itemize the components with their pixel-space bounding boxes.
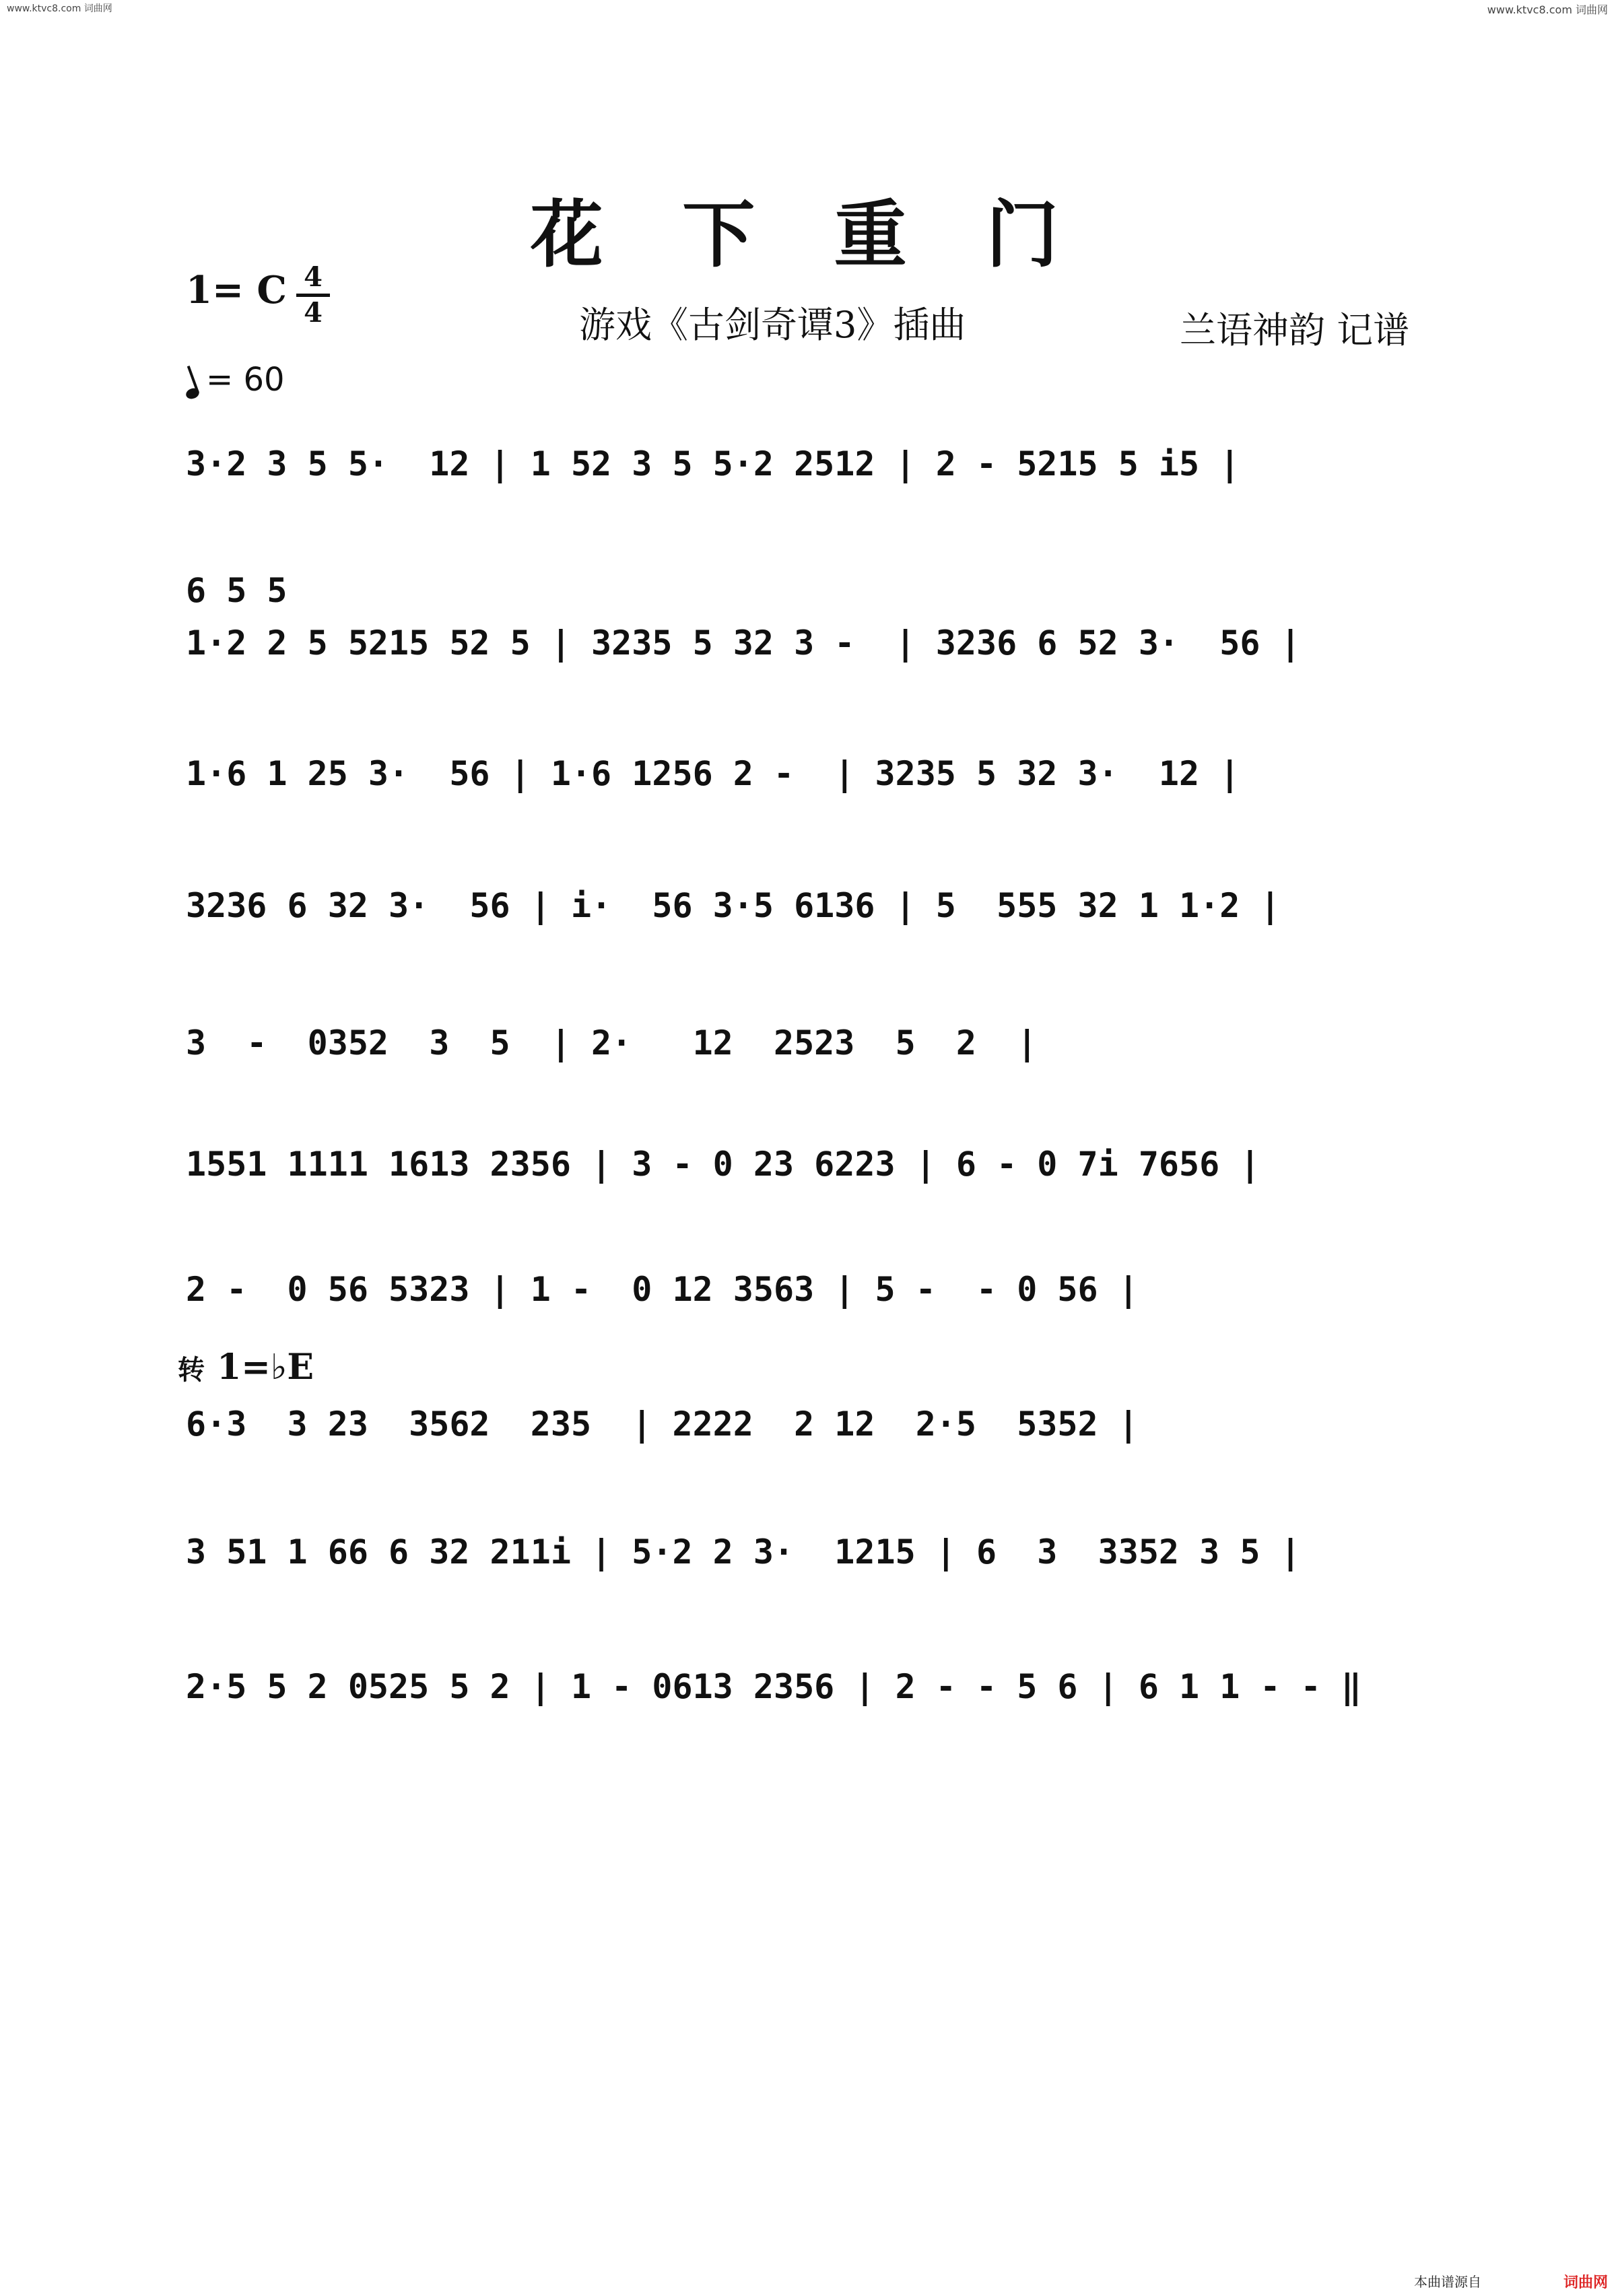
- key-change-marking: [178, 1347, 314, 1388]
- score-line-3: [186, 754, 1434, 842]
- upper-voice-notes: 6 5 5: [186, 571, 288, 610]
- meter-top: 4: [304, 261, 323, 293]
- score-line-2: [186, 571, 1434, 711]
- line-notes: 3 - 0352 3 5 | 2· 12 2523 5 2 |: [186, 1023, 1038, 1062]
- transcriber-credit: 兰语神韵 记谱: [1180, 309, 1410, 351]
- watermark-top-left: www.ktvc8.com 词曲网: [7, 3, 112, 14]
- line-notes: 3·2 3 5 5· 12 | 1 52 3 5 5·2 2512 | 2 - 5215 5 i5 |: [186, 444, 1240, 483]
- score-line-7: [186, 1270, 1434, 1357]
- tempo-value: = 60: [206, 361, 285, 399]
- footer-source: 本曲谱源自: [1414, 2274, 1481, 2290]
- score-line-6: [186, 1145, 1434, 1232]
- score-line-10: [186, 1667, 1434, 1755]
- quarter-note-icon: [184, 386, 201, 401]
- score-line-1: [186, 444, 1434, 532]
- line-notes: 1551 1111 1613 2356 | 3 - 0 23 6223 | 6 - 0 7i 7656 |: [186, 1145, 1260, 1184]
- modulation-prefix: 转: [178, 1354, 205, 1386]
- score-line-9: [186, 1532, 1434, 1620]
- line-notes: 2·5 5 2 0525 5 2 | 1 - 0613 2356 | 2 - - 5 6 | 6 1 1 - - ‖: [186, 1667, 1361, 1706]
- line-notes: 1·6 1 25 3· 56 | 1·6 1256 2 - | 3235 5 32 3· 12 |: [186, 754, 1240, 793]
- footer-site: 词曲网: [1563, 2274, 1608, 2291]
- line-notes: 3 51 1 66 6 32 211i | 5·2 2 3· 1215 | 6 3 3352 3 5 |: [186, 1532, 1301, 1572]
- score-line-4: [186, 886, 1434, 974]
- meter-bottom: 4: [304, 297, 323, 329]
- modulation-key: 1=♭E: [217, 1347, 314, 1388]
- watermark-top-right: www.ktvc8.com 词曲网: [1487, 3, 1608, 16]
- line-notes: 3236 6 32 3· 56 | i· 56 3·5 6136 | 5 555 32 1 1·2 |: [186, 886, 1281, 925]
- score-title: 花 下 重 门: [530, 193, 1086, 277]
- score-subtitle: 游戏《古剑奇谭3》插曲: [579, 304, 966, 346]
- tempo-marking: [186, 361, 285, 399]
- line-notes: 1·2 2 5 5215 52 5 | 3235 5 32 3 - | 3236 6 52 3· 56 |: [186, 623, 1301, 663]
- line-notes: 2 - 0 56 5323 | 1 - 0 12 3563 | 5 - - 0 56 |: [186, 1270, 1139, 1309]
- time-signature: [296, 261, 330, 329]
- line-notes: 6·3 3 23 3562 235 | 2222 2 12 2·5 5352 |: [186, 1405, 1139, 1444]
- key-signature: 1= C: [186, 268, 287, 312]
- score-line-8: [186, 1405, 1434, 1492]
- score-line-5: [186, 1023, 1434, 1111]
